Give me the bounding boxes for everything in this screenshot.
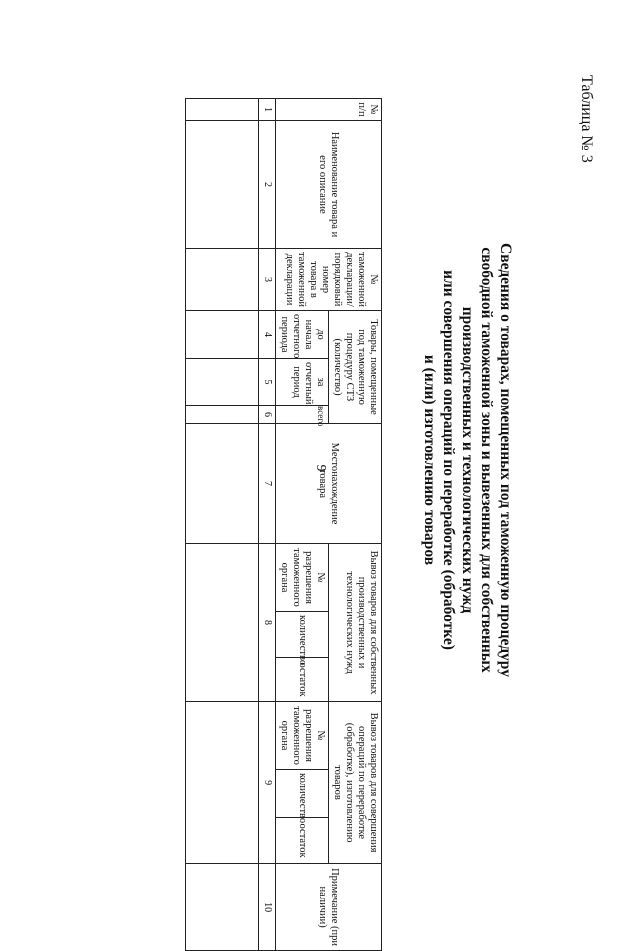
subheader-quantity: количество bbox=[276, 612, 329, 658]
header-name: Наименование товара и его описание bbox=[276, 121, 382, 249]
header-placed-goods: Товары, помещенные под таможенную процедуру СТЗ (количество) bbox=[329, 311, 382, 424]
title-line: Сведения о товарах, помещенных под таможенную процедуру bbox=[497, 243, 514, 677]
column-number: 6 bbox=[259, 406, 276, 424]
subheader-remainder: остаток bbox=[276, 818, 329, 864]
table-cell bbox=[186, 249, 259, 311]
header-no: № п/п bbox=[276, 99, 382, 121]
column-number: 1 bbox=[259, 99, 276, 121]
subheader-permit: № разрешения таможенного органа bbox=[276, 702, 329, 770]
subheader-permit: № разрешения таможенного органа bbox=[276, 544, 329, 612]
header-own-needs: Вывоз товаров для собственных производственных и технологических нужд bbox=[329, 544, 382, 702]
table-cell bbox=[186, 544, 259, 702]
subheader-for-period: за отчетный период bbox=[276, 359, 329, 406]
column-number: 4 bbox=[259, 311, 276, 359]
header-processing: Вывоз товаров для совершения операций по переработке (обработке), изготовлению товаров bbox=[329, 702, 382, 864]
column-number: 9 bbox=[259, 702, 276, 864]
column-number: 10 bbox=[259, 864, 276, 951]
page-number: 9 bbox=[313, 464, 328, 472]
header-row bbox=[329, 99, 382, 951]
title-line: свободной таможенной зоны и вывезенных для собственных bbox=[478, 247, 495, 673]
column-number: 7 bbox=[259, 424, 276, 544]
subheader-total: всего bbox=[276, 406, 329, 424]
table-cell bbox=[186, 406, 259, 424]
title-line: и (или) изготовлению товаров bbox=[421, 354, 438, 566]
header-declaration: № таможенной декларации/ порядковый номер товара в таможенной декларации bbox=[276, 249, 382, 311]
table-cell bbox=[186, 359, 259, 406]
document-title bbox=[420, 230, 515, 690]
subheader-remainder: остаток bbox=[276, 658, 329, 702]
title-line: или совершения операций по переработке (обработке) bbox=[440, 270, 457, 650]
column-number: 2 bbox=[259, 121, 276, 249]
table-cell bbox=[186, 702, 259, 864]
column-number: 5 bbox=[259, 359, 276, 406]
table-cell bbox=[186, 311, 259, 359]
title-line: производственных и технологических нужд bbox=[459, 306, 476, 614]
table-cell bbox=[186, 424, 259, 544]
header-note: Примечание (при наличии) bbox=[276, 864, 382, 951]
table-row bbox=[186, 99, 259, 951]
table-label: Таблица № 3 bbox=[578, 75, 595, 163]
header-location: Местонахождение товара bbox=[276, 424, 382, 544]
table-cell bbox=[186, 121, 259, 249]
subheader-quantity: количество bbox=[276, 770, 329, 818]
column-number: 8 bbox=[259, 544, 276, 702]
column-number-row bbox=[259, 99, 276, 951]
column-number: 3 bbox=[259, 249, 276, 311]
subheader-from-start: до начала отчетного периода bbox=[276, 311, 329, 359]
table-cell bbox=[186, 99, 259, 121]
table-cell bbox=[186, 864, 259, 951]
goods-table bbox=[185, 98, 382, 951]
